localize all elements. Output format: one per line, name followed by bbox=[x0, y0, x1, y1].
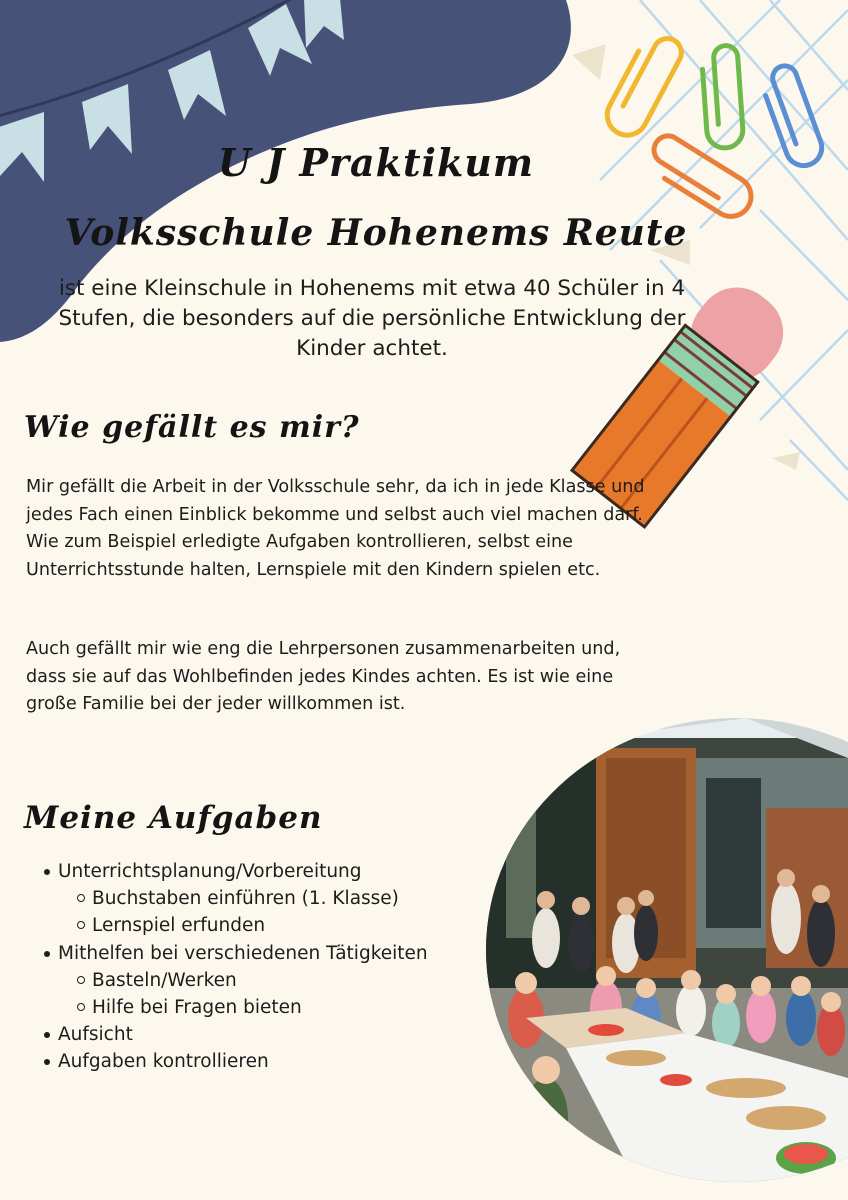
sub-list-item bbox=[92, 967, 428, 994]
list-item bbox=[58, 1048, 428, 1075]
list-item-label: Mithelfen bei verschiedenen Tätigkeiten bbox=[58, 942, 428, 964]
page-title-line2: Volksschule Hohenems Reute bbox=[64, 212, 688, 254]
sub-list-item-label: Hilfe bei Fragen bieten bbox=[92, 997, 302, 1019]
list-item-label: Unterrichtsplanung/Vorbereitung bbox=[58, 861, 362, 882]
list-item bbox=[58, 1021, 428, 1048]
paragraph-2: Auch gefällt mir wie eng die Lehrpersonen zusammenarbeiten und, dass sie auf das Wohlbefinden jedes Kindes achten. Es ist wie eine große Familie bei der jeder willkommen ist. bbox=[26, 639, 621, 714]
photo-image bbox=[486, 718, 848, 1182]
list-item-label: Aufgaben kontrollieren bbox=[58, 1051, 269, 1073]
list-item-label: Aufsicht bbox=[58, 1024, 133, 1046]
sub-list-item bbox=[92, 885, 428, 912]
school-yard-photo bbox=[486, 718, 848, 1182]
task-list bbox=[58, 858, 428, 1076]
section-heading-wie: Wie gefällt es mir? bbox=[24, 410, 360, 445]
intro-text: ist eine Kleinschule in Hohenems mit etwa 40 Schüler in 4 Stufen, die besonders auf die persönliche Entwicklung der Kinder achtet. bbox=[58, 276, 686, 361]
page-title-line1: U J Praktikum bbox=[217, 140, 535, 185]
sub-list-item bbox=[92, 912, 428, 939]
list-item bbox=[58, 940, 428, 1022]
paperclip-yellow bbox=[600, 28, 686, 142]
paper-piece bbox=[772, 452, 800, 470]
sub-list-item-label: Lernspiel erfunden bbox=[92, 915, 266, 937]
sub-list-item bbox=[92, 994, 428, 1021]
list-item bbox=[58, 858, 428, 940]
paper-piece bbox=[572, 44, 606, 80]
sub-list-item-label: Basteln/Werken bbox=[92, 969, 237, 991]
sub-list-item-label: Buchstaben einführen (1. Klasse) bbox=[92, 888, 399, 910]
section-heading-aufgaben: Meine Aufgaben bbox=[24, 800, 323, 836]
paragraph-1: Mir gefällt die Arbeit in der Volksschule sehr, da ich in jede Klasse und jedes Fach einen Einblick bekomme und selbst auch viel machen darf. Wie zum Beispiel erledigte Aufgaben kontrollieren, selbst eine Unterrichtsstunde halten, Lernspiele mit den Kindern spielen etc. bbox=[26, 477, 645, 580]
